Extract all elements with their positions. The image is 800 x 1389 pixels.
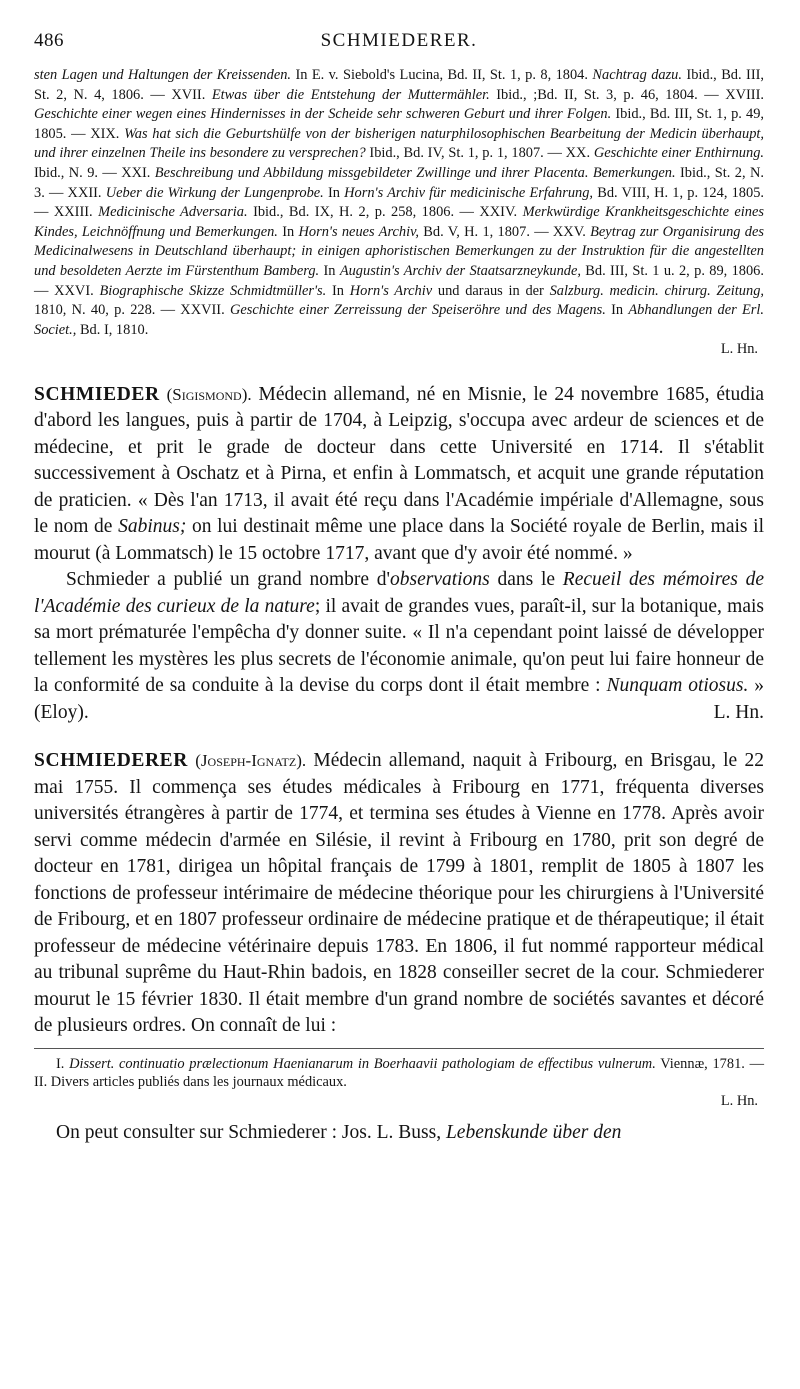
page-header <box>34 30 764 66</box>
ct-36: In <box>605 302 629 319</box>
ct-3: Nachtrag dazu. <box>592 67 682 83</box>
entry-name: SCHMIEDERER <box>34 750 188 772</box>
entry-italic: Sabinus; <box>118 516 187 538</box>
ct-17: Horn's Archiv für medicinische Erfahrung, <box>344 184 594 201</box>
ct-34: 1810, N. 40, p. 228. — XXVII. <box>34 302 230 319</box>
ct-9: Was hat sich die Geburtshülfe von der bisherigen naturphilosophischen Bearbeitung der Medicin überhaupt, und ihrer einzelnen Theile ins besondere zu versprechen? <box>34 125 764 162</box>
ct-20: Ibid., Bd. IX, H. 2, p. 258, 1806. — XXIV. <box>247 204 523 221</box>
ct-38: Bd. I, 1810. <box>76 321 149 338</box>
ct-33: Salzburg. medicin. chirurg. Zeitung, <box>549 282 764 299</box>
ct-21: Merkwürdige Krankheitsgeschichte eines Kindes, Leichnöffnung und Bemerkungen. <box>34 204 764 240</box>
entry-italic: Nunquam otiosus. <box>606 675 749 697</box>
ct-12: Ibid., N. 9. — XXI. <box>34 164 155 181</box>
entry-text: on lui destinait même une place dans la Société royale de Berlin, mais il mourut (à Lommatsch) le 15 octobre 1717, avant que d'y avoir été nommé. » <box>34 516 764 564</box>
entry-text: ; il avait de grandes vues, paraît-il, sur la botanique, mais sa mort prématurée l'empêcha d'y donner suite. « Il n'a cependant point laissé de développer tellement les mystères les plus secrets de l'économie animale, qu'on peut lui faire honneur de la conformité de sa conduite à la devise du corps dont il était membre : <box>34 595 764 697</box>
ct-13: Beschreibung und Abbildung missgebildeter Zwillinge und ihrer Placenta. Bemerkungen. <box>154 164 676 181</box>
continuation-paragraph <box>34 66 764 360</box>
ct-30: In <box>326 282 350 299</box>
entry-given-name: (Joseph-Ignatz). <box>195 751 307 771</box>
ct-16: In <box>323 184 345 201</box>
ct-10: Ibid., Bd. IV, St. 1, p. 1, 1807. — XX. <box>365 145 594 162</box>
ct-28: Bd. III, St. 1 u. 2, p. 89, 1806. — XXVI. <box>34 262 764 299</box>
running-title: SCHMIEDERER. <box>320 30 478 51</box>
entry-paragraph <box>34 748 764 1040</box>
ct-7: Geschichte einer wegen eines Hindernisses in der Scheide sehr schweren Geburt und ihrer Folgen. <box>34 106 612 123</box>
ct-18: Bd. VIII, H. 1, p. 124, 1805. — XXIII. <box>34 184 764 221</box>
closing-italic: Lebenskunde über den <box>445 1122 622 1144</box>
entry-text: dans le <box>489 569 563 591</box>
entry-text: Médecin allemand, naquit à Fribourg, en Brisgau, le 22 mai 1755. Il commença ses études médicales à Fribourg en 1771, fréquenta diverses universités étrangères à partir de 1774, et termina ses études à Vienne en 1778. Après avoir servi comme médecin d'armée en Silésie, il revint à Fribourg en 1780, prit son degré de docteur en 1781, dirigea un hôpital français de 1799 à 1801, remplit de 1805 à 1807 les fonctions de professeur intérimaire de médecine théorique pour les chirurgiens à l'Université de Fribourg, et en 1807 professeur ordinaire de médecine pratique et de thérapeutique; il était professeur de médecine vétérinaire depuis 1783. En 1806, il fut nommé rapporteur médical au tribunal suprême du Haut-Rhin badois, en 1828 conseiller secret de la cour. Schmiederer mourut le 15 février 1830. Il était membre d'un grand nombre de sociétés savantes et décoré de plusieurs ordres. On connaît de lui : <box>34 750 765 1037</box>
ct-37: Abhandlungen der Erl. Societ., <box>34 302 764 338</box>
entry-paragraph <box>34 382 764 568</box>
ct-8: Ibid., Bd. III, St. 1, p. 49, 1805. — XIX. <box>34 106 764 142</box>
entry-text: Médecin allemand, né en Misnie, le 24 novembre 1685, étudia d'abord les langues, puis à partir de 1704, à Leipzig, s'occupa avec ardeur de sciences et de médecine, et prit le grade de docteur dans cette Université en 1714. Il s'établit successivement à Oschatz et à Pirna, et enfin à Lommatsch, et acquit une grande réputation de praticien. « Dès l'an 1713, il avait été reçu dans l'Académie impériale d'Allemagne, sous le nom de <box>34 383 765 538</box>
ct-19: Medicinische Adversaria. <box>98 204 248 221</box>
signature: L. Hn. <box>713 701 764 723</box>
ct-22: In <box>277 223 299 240</box>
entry-name: SCHMIEDER <box>34 383 160 405</box>
ct-14: Ibid., St. 2, N. 3. — XXII. <box>34 164 764 201</box>
ct-24: Bd. V, H. 1, 1807. — XXV. <box>419 223 591 240</box>
entry-text: » (Eloy). <box>34 675 765 723</box>
bibliography-note <box>34 1048 764 1111</box>
note-text: Viennæ, 1781. — II. Divers articles publiés dans les journaux médicaux. <box>34 1055 764 1091</box>
signature: L. Hn. <box>720 341 758 358</box>
ct-11: Geschichte einer Enthirnung. <box>593 145 764 162</box>
note-text: I. <box>56 1055 70 1072</box>
ct-15: Ueber die Wirkung der Lungenprobe. <box>105 184 324 201</box>
ct-26: In <box>319 262 340 279</box>
ct-6: Ibid., ;Bd. II, St. 3, p. 46, 1804. — XVIII. <box>489 86 764 103</box>
entry-italic: Recueil des mémoires de l'Académie des curieux de la nature <box>34 569 764 617</box>
entry-paragraph <box>34 567 764 726</box>
closing-line <box>34 1120 764 1146</box>
entry-text: Schmieder a publié un grand nombre d' <box>66 569 391 591</box>
ct-29: Biographische Skizze Schmidtmüller's. <box>99 282 327 299</box>
entry-given-name: (Sigismond). <box>166 384 252 404</box>
ct-32: und daraus in der <box>432 282 550 299</box>
ct-4: Ibid., Bd. III, St. 2, N. 4, 1806. — XVII. <box>34 67 764 103</box>
ct-2: In E. v. Siebold's Lucina, Bd. II, St. 1, p. 8, 1804. <box>291 67 593 83</box>
closing-text: On peut consulter sur Schmiederer : Jos. L. Buss, <box>56 1122 446 1144</box>
signature: L. Hn. <box>720 1092 758 1109</box>
entry-schmieder <box>34 382 764 727</box>
ct-27: Augustin's Archiv der Staatsarzneykunde, <box>339 262 581 279</box>
ct-31: Horn's Archiv <box>349 282 433 299</box>
entry-schmiederer <box>34 748 764 1040</box>
ct-5: Etwas über die Entstehung der Muttermähler. <box>211 86 490 103</box>
entry-italic: observations <box>390 569 490 591</box>
ct-25: Beytrag zur Organisirung des Medicinalwesens in Deutschland überhaupt; in einigen aphoristischen Bemerkungen zu der Instruktion für die angestellten und besoldeten Aerzte im Fürstenthum Bamberg. <box>34 223 764 279</box>
ct-1: sten Lagen und Haltungen der Kreissenden. <box>34 67 292 83</box>
page-number: 486 <box>34 30 64 51</box>
ct-35: Geschichte einer Zerreissung der Speiseröhre und des Magens. <box>229 302 606 319</box>
ct-23: Horn's neues Archiv, <box>298 223 420 240</box>
note-italic: Dissert. continuatio prælectionum Haenianarum in Boerhaavii pathologiam de effectibus vulnerum. <box>69 1055 656 1072</box>
document-page <box>34 30 764 1146</box>
